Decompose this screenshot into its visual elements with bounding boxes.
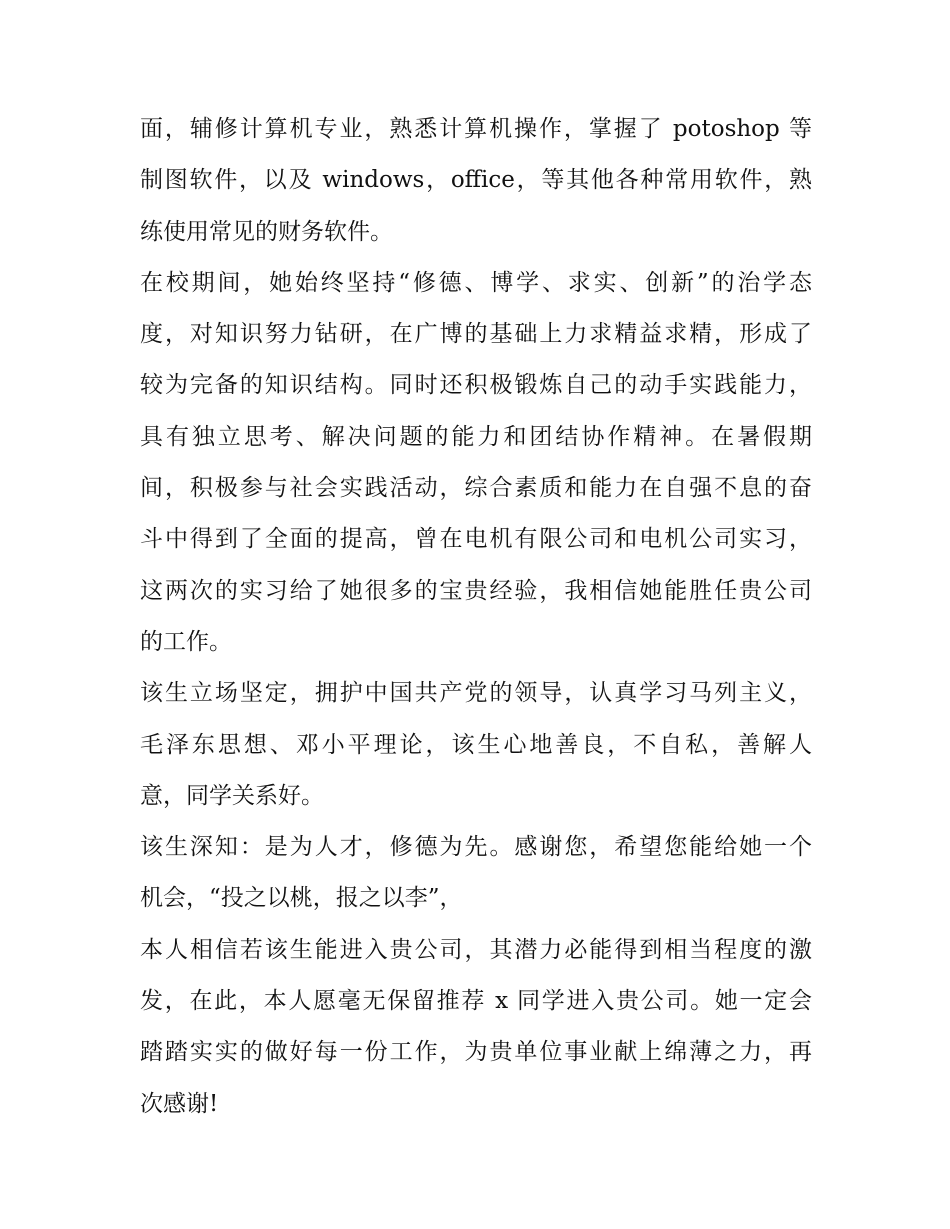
text-line: 意，同学关系好。 [140, 782, 324, 809]
text-line: 间，积极参与社会实践活动，综合素质和能力在自强不息的奋 [140, 475, 812, 502]
text-line: 练使用常见的财务软件。 [140, 218, 393, 245]
letter-body [140, 104, 812, 1130]
text-line: 这两次的实习给了她很多的宝贵经验，我相信她能胜任贵公司 [140, 577, 812, 604]
text-line: 该生深知：是为人才，修德为先。感谢您，希望您能给她一个 [140, 834, 812, 861]
text-line: 在校期间，她始终坚持“修德、博学、求实、创新”的治学态 [140, 269, 812, 296]
text-line: 毛泽东思想、邓小平理论，该生心地善良，不自私，善解人 [140, 731, 812, 758]
text-line: 斗中得到了全面的提高，曾在电机有限公司和电机公司实习， [140, 526, 812, 553]
text-line: 较为完备的知识结构。同时还积极锻炼自己的动手实践能力， [140, 372, 812, 399]
text-line: 发，在此，本人愿毫无保留推荐 x 同学进入贵公司。她一定会 [140, 988, 812, 1015]
text-line: 机会，“投之以桃，报之以李”， [140, 885, 463, 912]
text-line: 度，对知识努力钻研，在广博的基础上力求精益求精，形成了 [140, 321, 812, 348]
text-line: 踏踏实实的做好每一份工作，为贵单位事业献上绵薄之力，再 [140, 1039, 812, 1066]
text-line: 制图软件，以及 windows，office，等其他各种常用软件，熟 [140, 167, 812, 194]
text-line: 的工作。 [140, 628, 232, 655]
text-line: 本人相信若该生能进入贵公司，其潜力必能得到相当程度的激 [140, 936, 812, 963]
text-line: 次感谢! [140, 1090, 219, 1117]
text-line: 面，辅修计算机专业，熟悉计算机操作，掌握了 potoshop 等 [140, 116, 813, 142]
text-line: 该生立场坚定，拥护中国共产党的领导，认真学习马列主义， [140, 680, 812, 707]
text-line: 具有独立思考、解决问题的能力和团结协作精神。在暑假期 [140, 423, 812, 450]
